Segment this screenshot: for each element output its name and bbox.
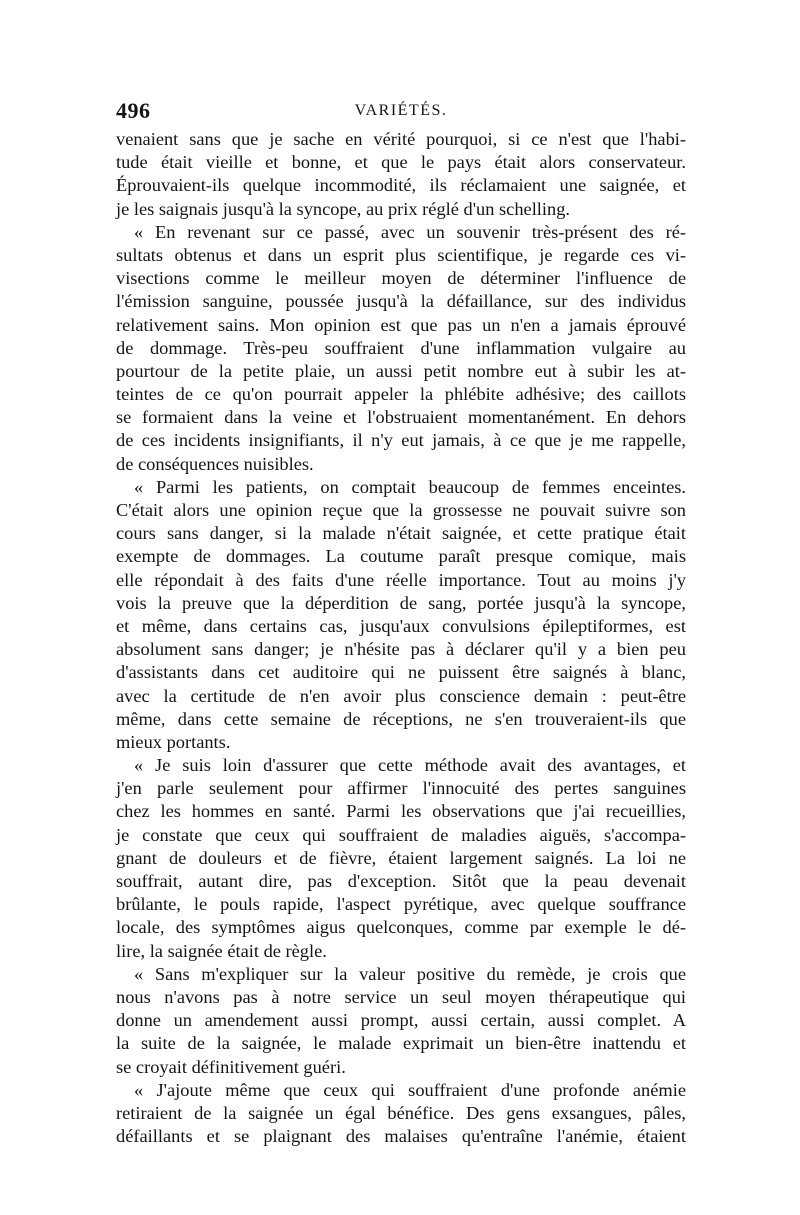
text-line: gnant de douleurs et de fièvre, étaient largement saignés. La loi ne xyxy=(116,847,686,868)
text-line: « Parmi les patients, on comptait beaucoup de femmes enceintes. xyxy=(134,476,686,497)
text-line: Éprouvaient-ils quelque incommodité, ils réclamaient une saignée, et xyxy=(116,175,686,196)
text-line: de dommage. Très-peu souffraient d'une inflammation vulgaire au xyxy=(116,337,686,358)
paragraph xyxy=(116,963,686,1079)
text-line: avec la certitude de n'en avoir plus conscience demain : peut-être xyxy=(116,685,686,706)
text-line: venaient sans que je sache en vérité pourquoi, si ce n'est que l'habi- xyxy=(116,129,686,149)
text-line: d'assistants dans cet auditoire qui ne puissent être saignés à blanc, xyxy=(116,662,686,683)
text-line: cours sans danger, si la malade n'était saignée, et cette pratique était xyxy=(116,523,686,544)
paragraph xyxy=(116,128,686,221)
running-head xyxy=(116,98,686,124)
text-line: elle répondait à des faits d'une réelle importance. Tout au moins j'y xyxy=(116,569,686,590)
text-line: C'était alors une opinion reçue que la grossesse ne pouvait suivre son xyxy=(116,500,686,520)
text-line: nous n'avons pas à notre service un seul moyen thérapeutique qui xyxy=(116,986,686,1007)
text-line: brûlante, le pouls rapide, l'aspect pyrétique, avec quelque souffrance xyxy=(116,894,686,915)
text-line: « Sans m'expliquer sur la valeur positive du remède, je crois que xyxy=(134,963,686,984)
text-line: je les saignais jusqu'à la syncope, au prix réglé d'un schelling. xyxy=(116,198,571,219)
text-line: donne un amendement aussi prompt, aussi certain, aussi complet. A xyxy=(116,1010,686,1031)
text-line: défaillants et se plaignant des malaises qu'entraîne l'anémie, étaient xyxy=(116,1126,686,1147)
text-line: j'en parle seulement pour affirmer l'innocuité des pertes sanguines xyxy=(116,778,686,799)
paragraph xyxy=(116,221,686,476)
text-line: pourtour de la petite plaie, un aussi petit nombre eut à subir les at- xyxy=(116,360,686,381)
paragraph xyxy=(116,476,686,754)
text-line: « Je suis loin d'assurer que cette méthode avait des avantages, et xyxy=(134,755,686,776)
text-line: de conséquences nuisibles. xyxy=(116,453,314,474)
text-line: je constate que ceux qui souffraient de maladies aiguës, s'accompa- xyxy=(116,824,686,845)
text-line: visections comme le meilleur moyen de déterminer l'influence de xyxy=(116,268,686,289)
text-line: relativement sains. Mon opinion est que pas un n'en a jamais éprouvé xyxy=(116,314,686,335)
body-text xyxy=(116,128,686,1148)
text-line: sultats obtenus et dans un esprit plus scientifique, je regarde ces vi- xyxy=(116,244,686,265)
text-line: absolument sans danger; je n'hésite pas à déclarer qu'il y a bien peu xyxy=(116,639,686,660)
text-line: se formaient dans la veine et l'obstruaient momentanément. En dehors xyxy=(116,407,686,428)
text-line: la suite de la saignée, le malade exprimait un bien-être inattendu et xyxy=(116,1033,686,1054)
text-line: chez les hommes en santé. Parmi les observations que j'ai recueillies, xyxy=(116,801,686,822)
text-line: et même, dans certains cas, jusqu'aux convulsions épileptiformes, est xyxy=(116,615,686,636)
text-line: mieux portants. xyxy=(116,731,231,752)
text-line: souffrait, autant dire, pas d'exception. Sitôt que la peau devenait xyxy=(116,871,686,891)
text-line: l'émission sanguine, poussée jusqu'à la défaillance, sur des individus xyxy=(116,291,686,312)
text-line: vois la preuve que la déperdition de sang, portée jusqu'à la syncope, xyxy=(116,592,686,613)
paragraph xyxy=(116,1079,686,1149)
text-line: lire, la saignée était de règle. xyxy=(116,940,327,961)
text-line: teintes de ce qu'on pourrait appeler la phlébite adhésive; des caillots xyxy=(116,384,686,405)
text-line: locale, des symptômes aigus quelconques, comme par exemple le dé- xyxy=(116,917,686,938)
text-line: « En revenant sur ce passé, avec un souvenir très-présent des ré- xyxy=(134,221,686,242)
text-line: de ces incidents insignifiants, il n'y eut jamais, à ce que je me rappelle, xyxy=(116,430,686,451)
text-line: retiraient de la saignée un égal bénéfice. Des gens exsangues, pâles, xyxy=(116,1102,686,1123)
text-line: même, dans cette semaine de réceptions, ne s'en trouveraient-ils que xyxy=(116,708,686,729)
text-line: tude était vieille et bonne, et que le pays était alors conservateur. xyxy=(116,152,686,173)
page-number: 496 xyxy=(116,98,151,123)
section-title: VARIÉTÉS. xyxy=(354,102,448,119)
text-line: exempte de dommages. La coutume paraît presque comique, mais xyxy=(116,546,686,567)
text-line: se croyait définitivement guéri. xyxy=(116,1056,346,1077)
text-line: « J'ajoute même que ceux qui souffraient d'une profonde anémie xyxy=(134,1079,686,1100)
paragraph xyxy=(116,754,686,963)
